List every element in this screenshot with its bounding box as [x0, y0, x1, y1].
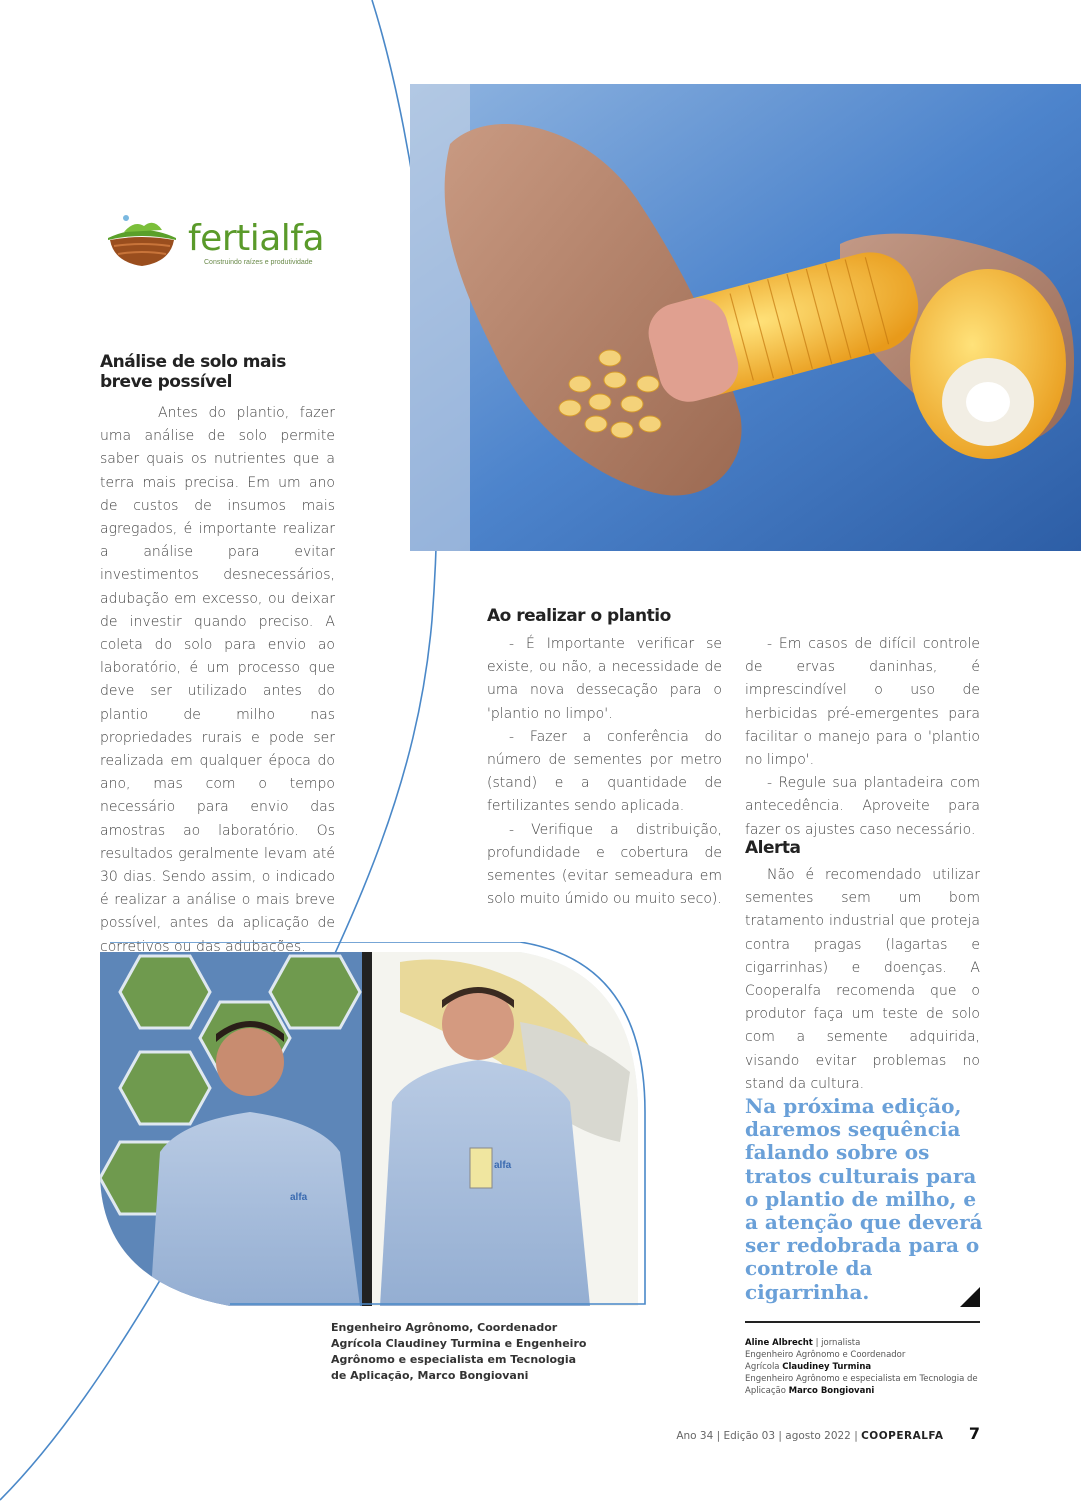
planting-item: - É Importante verificar se existe, ou não, a necessidade de uma nova dessecação para o 'plantio no limpo'. — [487, 636, 722, 722]
credit-author-role: | jornalista — [815, 1338, 861, 1348]
planting-item: - Fazer a conferência do número de sementes por metro (stand) e a quantidade de fertilizantes sendo aplicada. — [487, 728, 722, 815]
end-triangle-icon — [960, 1287, 980, 1307]
shirt-logo-badge: alfa — [494, 1160, 512, 1171]
credit-line: Agrícola — [745, 1362, 780, 1372]
section2-body-left — [487, 633, 722, 911]
logo-tagline: Construindo raízes e produtividade — [204, 259, 313, 266]
planting-item: - Em casos de difícil controle de ervas daninhas, é imprescindível o uso de herbicidas pré-emergentes para facilitar o manejo para o 'plantio no limpo'. — [745, 636, 980, 769]
alert-heading: Alerta — [745, 838, 801, 858]
section-title-soil-analysis — [100, 352, 340, 392]
logo-bowl-icon — [104, 212, 180, 270]
alert-body — [745, 864, 980, 1096]
credit-name: Claudiney Turmina — [782, 1362, 872, 1372]
shirt-logo-badge: alfa — [290, 1192, 308, 1203]
credit-name: Marco Bongiovani — [788, 1386, 875, 1396]
credit-author: Aline Albrecht — [745, 1338, 813, 1348]
next-edition-callout: Na próxima edição, daremos sequência falando sobre os tratos culturais para o plantio de milho, e a atenção que deverá ser redobrada para o controle da cigarrinha. — [745, 1094, 983, 1304]
hero-photo-corn — [410, 84, 1081, 551]
credit-line: Aplicação — [745, 1386, 786, 1396]
section2-heading: Ao realizar o plantio — [487, 606, 671, 626]
section2-body-right — [745, 633, 980, 842]
section-title-alert — [745, 838, 945, 858]
planting-item: - Regule sua plantadeira com antecedência. Aproveite para fazer os ajustes caso necessário. — [745, 775, 980, 838]
planting-item: - Verifique a distribuição, profundidade e cobertura de sementes (evitar semeadura em solo muito úmido ou muito seco). — [487, 821, 722, 908]
credit-line: Engenheiro Agrônomo e especialista em Tecnologia de — [745, 1374, 978, 1384]
page-number: 7 — [968, 1424, 980, 1443]
section1-paragraph: Antes do plantio, fazer uma análise de solo permite saber quais os nutrientes que a terra mais precisa. Em um ano de custos de insumos mais agregados, é importante realizar a análise para evitar investimentos desnecessários, adubação em excesso, ou deixar de investir quando preciso. A coleta do solo para envio ao laboratório, é um processo que deve ser utilizado antes do plantio de milho nas propriedades rurais e pode ser realizada em qualquer época do ano, mas com o tempo necessário para envio das amostras ao laboratório. Os resultados geralmente levam até 30 dias. Sendo assim, o indicado é realizar a análise o mais breve possível, antes da aplicação de corretivos ou das adubações. — [100, 405, 335, 955]
divider — [745, 1321, 980, 1323]
alert-paragraph: Não é recomendado utilizar sementes sem um bom tratamento industrial que proteja contra pragas (lagartas e cigarrinhas) e doenças. A Cooperalfa recomenda que o produtor faça um teste de solo com a semente adquirida, visando evitar problemas no stand da cultura. — [745, 867, 980, 1092]
page-footer — [640, 1424, 980, 1443]
credits — [745, 1337, 995, 1397]
section1-body — [100, 402, 335, 959]
section-title-planting — [487, 606, 727, 626]
logo-brand-text: fertialfa — [188, 218, 325, 259]
fertialfa-logo — [104, 212, 334, 272]
photo-caption: Engenheiro Agrônomo, Coordenador Agrícola Claudiney Turmina e Engenheiro Agrônomo e especialista em Tecnologia de Aplicação, Marco Bongiovani — [331, 1321, 587, 1382]
footer-magazine: COOPERALFA — [861, 1430, 944, 1442]
section1-heading: Análise de solo mais breve possível — [100, 352, 286, 392]
footer-issue: Ano 34 | Edição 03 | agosto 2022 | — [676, 1430, 858, 1442]
photo-two-engineers — [100, 942, 648, 1306]
credit-line: Engenheiro Agrônomo e Coordenador — [745, 1350, 906, 1360]
